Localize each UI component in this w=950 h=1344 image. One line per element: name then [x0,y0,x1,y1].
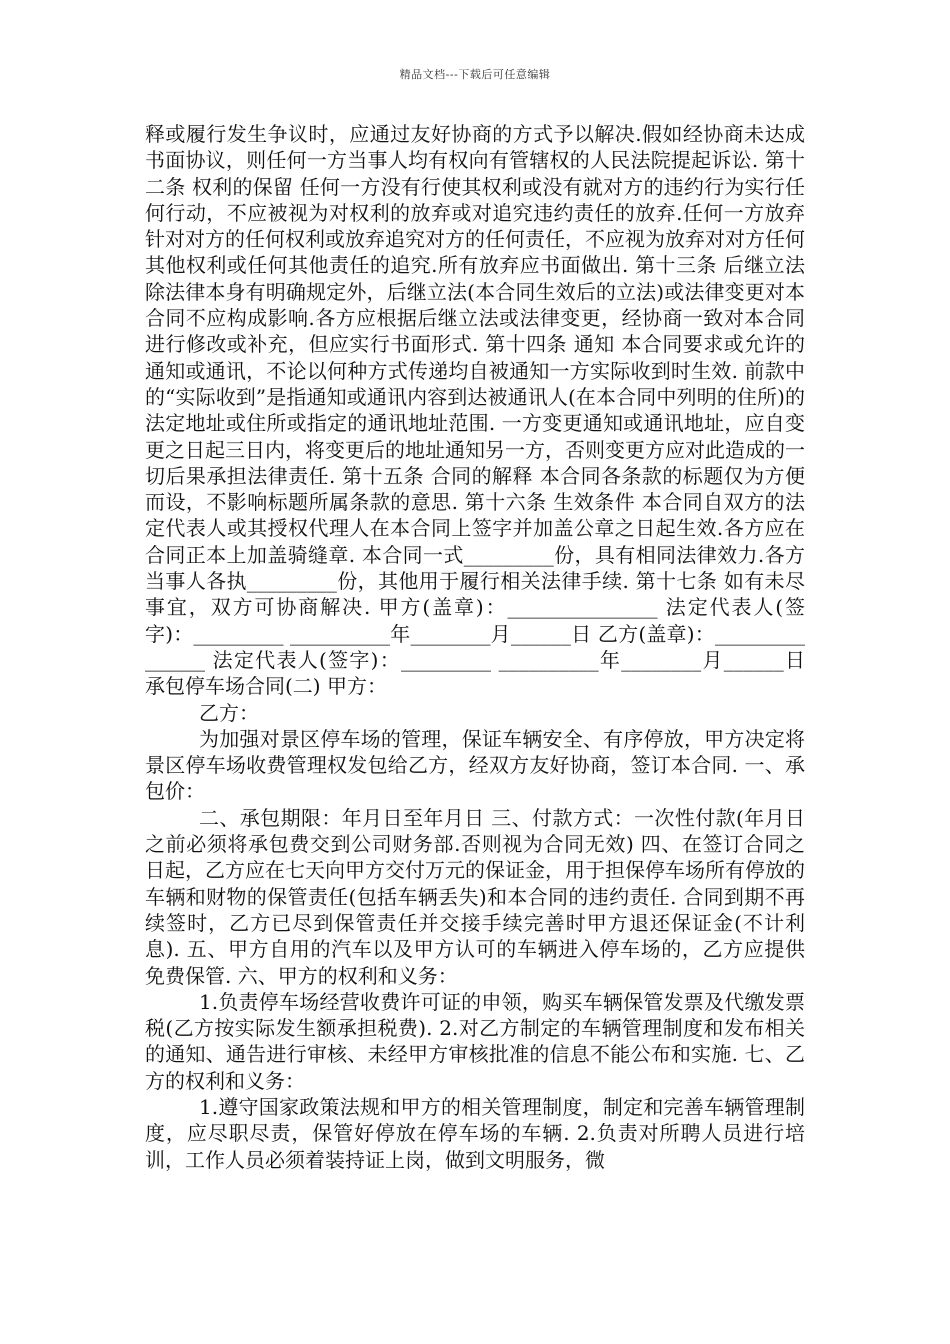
document-body [145,121,805,1173]
paragraph-party-b-duties: 1.遵守国家政策法规和甲方的相关管理制度，制定和完善车辆管理制度，应尽职尽责，保管好停放在停车场的车辆. 2.负责对所聘人员进行培训，工作人员必须着装持证上岗，做到文明服务，微 [145,1094,805,1172]
paragraph-party-b: 乙方： [199,700,259,725]
paragraph-contract-clauses: 释或履行发生争议时，应通过友好协商的方式予以解决.假如经协商未达成书面协议，则任何一方当事人均有权向有管辖权的人民法院提起诉讼. 第十二条 权利的保留 任何一方没有行使其权利或没有就对方的违约行为实行任何行动，不应被视为对权利的放弃或对追究违约责任的放弃.任何一方放弃针对对方的任何权利或放弃追究对方的任何责任，不应视为放弃对对方任何其他权利或任何其他责任的追究.所有放弃应书面做出. 第十三条 后继立法 除法律本身有明确规定外，后继立法(本合同生效后的立法)或法律变更对本合同不应构成影响.各方应根据后继立法或法律变更，经协商一致对本合同进行修改或补充，但应实行书面形式. 第十四条 通知 本合同要求或允许的通知或通讯，不论以何种方式传递均自被通知一方实际收到时生效. 前款中的“实际收到”是指通知或通讯内容到达被通讯人(在本合同中列明的住所)的法定地址或住所或指定的通讯地址范围. 一方变更通知或通讯地址，应自变更之日起三日内，将变更后的地址通知另一方，否则变更方应对此造成的一切后果承担法律责任. 第十五条 合同的解释 本合同各条款的标题仅为方便而设，不影响标题所属条款的意思. 第十六条 生效条件 本合同自双方的法定代表人或其授权代理人在本合同上签字并加盖公章之日起生效.各方应在合同正本上加盖骑缝章. 本合同一式_________份，具有相同法律效力.各方当事人各执_________份，其他用于履行相关法律手续. 第十七条 如有未尽事宜，双方可协商解决. 甲方(盖章)：_______________ 法定代表人(签字)：_________ __________年________月______日 乙方(盖章)：_______________ 法定代表人(签字)：_________ __________年________月______日 承包停车场合同(二) 甲方： [145,122,805,699]
paragraph-party-a-duties: 1.负责停车场经营收费许可证的申领，购买车辆保管发票及代缴发票税(乙方按实际发生额承担税费). 2.对乙方制定的车辆管理制度和发布相关的通知、通告进行审核、未经甲方审核批准的信息不能公布和实施. 七、乙方的权利和义务： [145,989,805,1093]
page-header: 精品文档---下载后可任意编辑 [399,68,551,81]
paragraph-preamble: 为加强对景区停车场的管理，保证车辆安全、有序停放，甲方决定将景区停车场收费管理权发包给乙方，经双方友好协商，签订本合同. 一、承包价： [145,726,805,804]
paragraph-term-payment: 二、承包期限：年月日至年月日 三、付款方式：一次性付款(年月日之前必须将承包费交到公司财务部.否则视为合同无效) 四、在签订合同之日起，乙方应在七天向甲方交付万元的保证金，用于担保停车场所有停放的车辆和财物的保管责任(包括车辆丢失)和本合同的违约责任. 合同到期不再续签时，乙方已尽到保管责任并交接手续完善时甲方退还保证金(不计利息). 五、甲方自用的汽车以及甲方认可的车辆进入停车场的，乙方应提供免费保管. 六、甲方的权利和义务： [145,805,805,988]
